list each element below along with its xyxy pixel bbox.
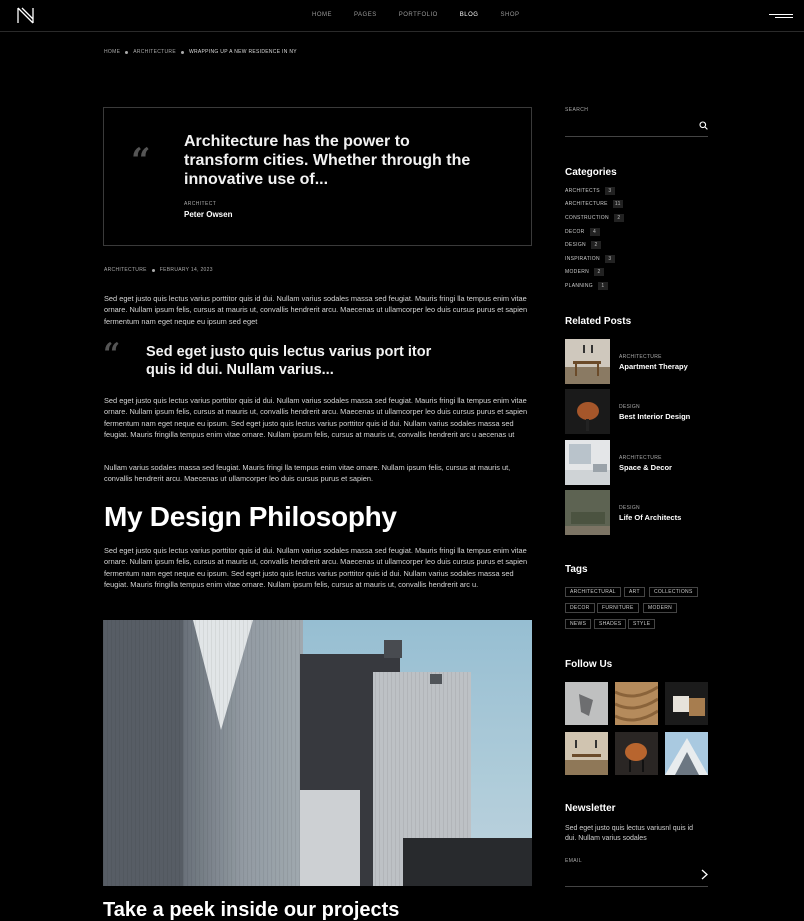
featured-quote-box xyxy=(103,107,532,246)
architecture-hero-image xyxy=(103,620,532,886)
category-item[interactable] xyxy=(565,228,600,236)
quote-author-name: Peter Owsen xyxy=(184,210,233,219)
body-paragraph: Sed eget justo quis lectus varius porttitor quis id dui. Nullam varius sodales massa sed feugiat. Mauris fringi lla tempus enim vitae ornare. Nullam ipsum felis, cursus at mauris ut, convallis hendrerit arcu. Maecenas ut ullamcorper leo duis cursus purus et sapien fermentum nam eget neque eu ipsum. Sed eget justo quis lectus varius porttitor quis id dui. Nullam varius sodales massa sed feugiat. Mauris fringilla tempus enim vitae ornare. Nullam ipsum felis, cursus at mauris ut, convallis hendrerit arc u aecenas ut xyxy=(104,396,528,440)
post-category[interactable]: ARCHITECTURE xyxy=(104,267,147,273)
meta-separator xyxy=(152,269,155,272)
instagram-photo[interactable] xyxy=(615,732,658,775)
breadcrumb-home[interactable]: HOME xyxy=(104,49,121,55)
email-underline xyxy=(565,886,708,887)
search-icon[interactable] xyxy=(699,121,708,130)
breadcrumb-architecture[interactable]: ARCHITECTURE xyxy=(133,49,176,55)
tag-style[interactable]: STYLE xyxy=(628,619,655,629)
related-posts-heading: Related Posts xyxy=(565,316,632,327)
post-meta xyxy=(104,267,213,273)
body-paragraph: Sed eget justo quis lectus varius porttitor quis id dui. Nullam varius sodales massa sed feugiat. Mauris fringi lla tempus enim vitae ornare. Nullam ipsum felis, cursus at mauris ut, convallis hendrerit arcu. Maecenas ut ullamcorper leo duis cursus purus et sapien fermentum nam eget neque eu ipsum. Sed eget justo quis lectus varius porttitor quis id dui. Nullam varius sodales massa sed feugiat. Mauris fringilla tempus enim vitae ornare. Nullam ipsum felis, cursus at mauris ut, convallis hendrerit arc u. xyxy=(104,546,528,590)
tag-architectural[interactable]: ARCHITECTURAL xyxy=(565,587,621,597)
related-post-category: ARCHITECTURE xyxy=(619,455,662,461)
related-post-title[interactable]: Apartment Therapy xyxy=(619,362,688,371)
breadcrumb-separator xyxy=(125,51,128,54)
instagram-photo[interactable] xyxy=(615,682,658,725)
category-count: 2 xyxy=(591,241,601,249)
category-name: DECOR xyxy=(565,229,585,235)
hamburger-menu-icon[interactable] xyxy=(769,14,793,19)
related-post-item[interactable] xyxy=(565,490,715,536)
email-input[interactable] xyxy=(565,867,693,883)
category-item[interactable] xyxy=(565,214,624,222)
category-name: DESIGN xyxy=(565,242,586,248)
email-label: EMAIL xyxy=(565,858,583,864)
tag-modern[interactable]: MODERN xyxy=(643,603,677,613)
follow-us-heading: Follow Us xyxy=(565,659,613,670)
newsletter-heading: Newsletter xyxy=(565,803,616,814)
categories-heading: Categories xyxy=(565,167,617,178)
logo-icon[interactable] xyxy=(17,7,34,24)
category-name: ARCHITECTS xyxy=(565,188,600,194)
related-post-item[interactable] xyxy=(565,339,715,385)
related-post-title[interactable]: Best Interior Design xyxy=(619,412,691,421)
quote-mark-icon: “ xyxy=(131,141,151,181)
instagram-photo[interactable] xyxy=(565,682,608,725)
tag-shades[interactable]: SHADES xyxy=(594,619,626,629)
related-post-thumbnail[interactable] xyxy=(565,339,610,384)
search-underline xyxy=(565,136,708,137)
breadcrumb xyxy=(104,49,297,55)
instagram-photo[interactable] xyxy=(565,732,608,775)
category-count: 3 xyxy=(605,187,615,195)
related-post-item[interactable] xyxy=(565,440,715,486)
category-count: 4 xyxy=(590,228,600,236)
category-count: 1 xyxy=(598,282,608,290)
category-item[interactable] xyxy=(565,268,604,276)
top-navigation-bar xyxy=(0,0,804,32)
featured-quote-text: Architecture has the power to transform cities. Whether through the innovative use of... xyxy=(184,133,471,188)
tag-decor[interactable]: DECOR xyxy=(565,603,595,613)
category-name: INSPIRATION xyxy=(565,256,600,262)
category-item[interactable] xyxy=(565,241,601,249)
breadcrumb-separator xyxy=(181,51,184,54)
category-name: ARCHITECTURE xyxy=(565,201,608,207)
category-name: CONSTRUCTION xyxy=(565,215,609,221)
body-paragraph: Sed eget justo quis lectus varius porttitor quis id dui. Nullam varius sodales massa sed feugiat. Mauris fringi lla tempus enim vitae ornare. Nullam ipsum felis, cursus at mauris ut, convallis hendrerit arcu. Maecenas ut ullamcorper leo duis cursus purus et sapien fermentum nam eget neque eu ipsum sed eget xyxy=(104,294,528,326)
nav-pages[interactable]: PAGES xyxy=(354,12,377,18)
category-count: 2 xyxy=(594,268,604,276)
related-post-title[interactable]: Space & Decor xyxy=(619,463,672,472)
nav-shop[interactable]: SHOP xyxy=(500,12,520,18)
instagram-photo[interactable] xyxy=(665,682,708,725)
section-heading: My Design Philosophy xyxy=(104,501,397,532)
category-item[interactable] xyxy=(565,187,615,195)
body-paragraph: Nullam varius sodales massa sed feugiat. Mauris fringi lla tempus enim vitae ornare. Nullam ipsum felis, cursus at mauris ut, convallis hendrerit arcu. Maecenas ut ullamcorper leo duis cursus purus et sapien. xyxy=(104,463,511,484)
main-nav xyxy=(312,12,542,18)
related-post-title[interactable]: Life Of Architects xyxy=(619,513,682,522)
category-name: PLANNING xyxy=(565,283,593,289)
related-post-category: DESIGN xyxy=(619,404,640,410)
quote-author-role: ARCHITECT xyxy=(184,201,217,207)
related-post-item[interactable] xyxy=(565,389,715,435)
tags-heading: Tags xyxy=(565,564,588,575)
category-item[interactable] xyxy=(565,200,623,208)
section-heading: Take a peek inside our projects xyxy=(103,899,400,921)
pull-quote: Sed eget justo quis lectus varius port itor quis id dui. Nullam varius... xyxy=(146,344,432,378)
category-item[interactable] xyxy=(565,282,608,290)
breadcrumb-current: WRAPPING UP A NEW RESIDENCE IN NY xyxy=(188,49,297,55)
nav-portfolio[interactable]: PORTFOLIO xyxy=(398,12,438,18)
instagram-photo[interactable] xyxy=(665,732,708,775)
tag-news[interactable]: NEWS xyxy=(565,619,591,629)
tag-collections[interactable]: COLLECTIONS xyxy=(649,587,698,597)
newsletter-description: Sed eget justo quis lectus variusnl quis id dui. Nullam varius sodales xyxy=(565,825,694,842)
post-date: FEBRUARY 14, 2023 xyxy=(159,267,213,273)
tag-art[interactable]: ART xyxy=(624,587,645,597)
related-post-category: DESIGN xyxy=(619,505,640,511)
tag-furniture[interactable]: FURNITURE xyxy=(597,603,639,613)
nav-home[interactable]: HOME xyxy=(312,12,332,18)
category-name: MODERN xyxy=(565,269,590,275)
related-post-thumbnail[interactable] xyxy=(565,440,610,485)
search-input[interactable] xyxy=(565,118,693,134)
category-count: 11 xyxy=(613,200,623,208)
search-label: SEARCH xyxy=(565,107,589,113)
category-count: 2 xyxy=(614,214,624,222)
pull-quote-mark-icon: “ xyxy=(103,337,121,372)
category-count: 3 xyxy=(605,255,615,263)
category-item[interactable] xyxy=(565,255,615,263)
nav-blog[interactable]: BLOG xyxy=(459,12,479,18)
related-post-thumbnail[interactable] xyxy=(565,490,610,535)
related-post-thumbnail[interactable] xyxy=(565,389,610,434)
related-post-category: ARCHITECTURE xyxy=(619,354,662,360)
chevron-right-icon[interactable] xyxy=(701,869,708,880)
